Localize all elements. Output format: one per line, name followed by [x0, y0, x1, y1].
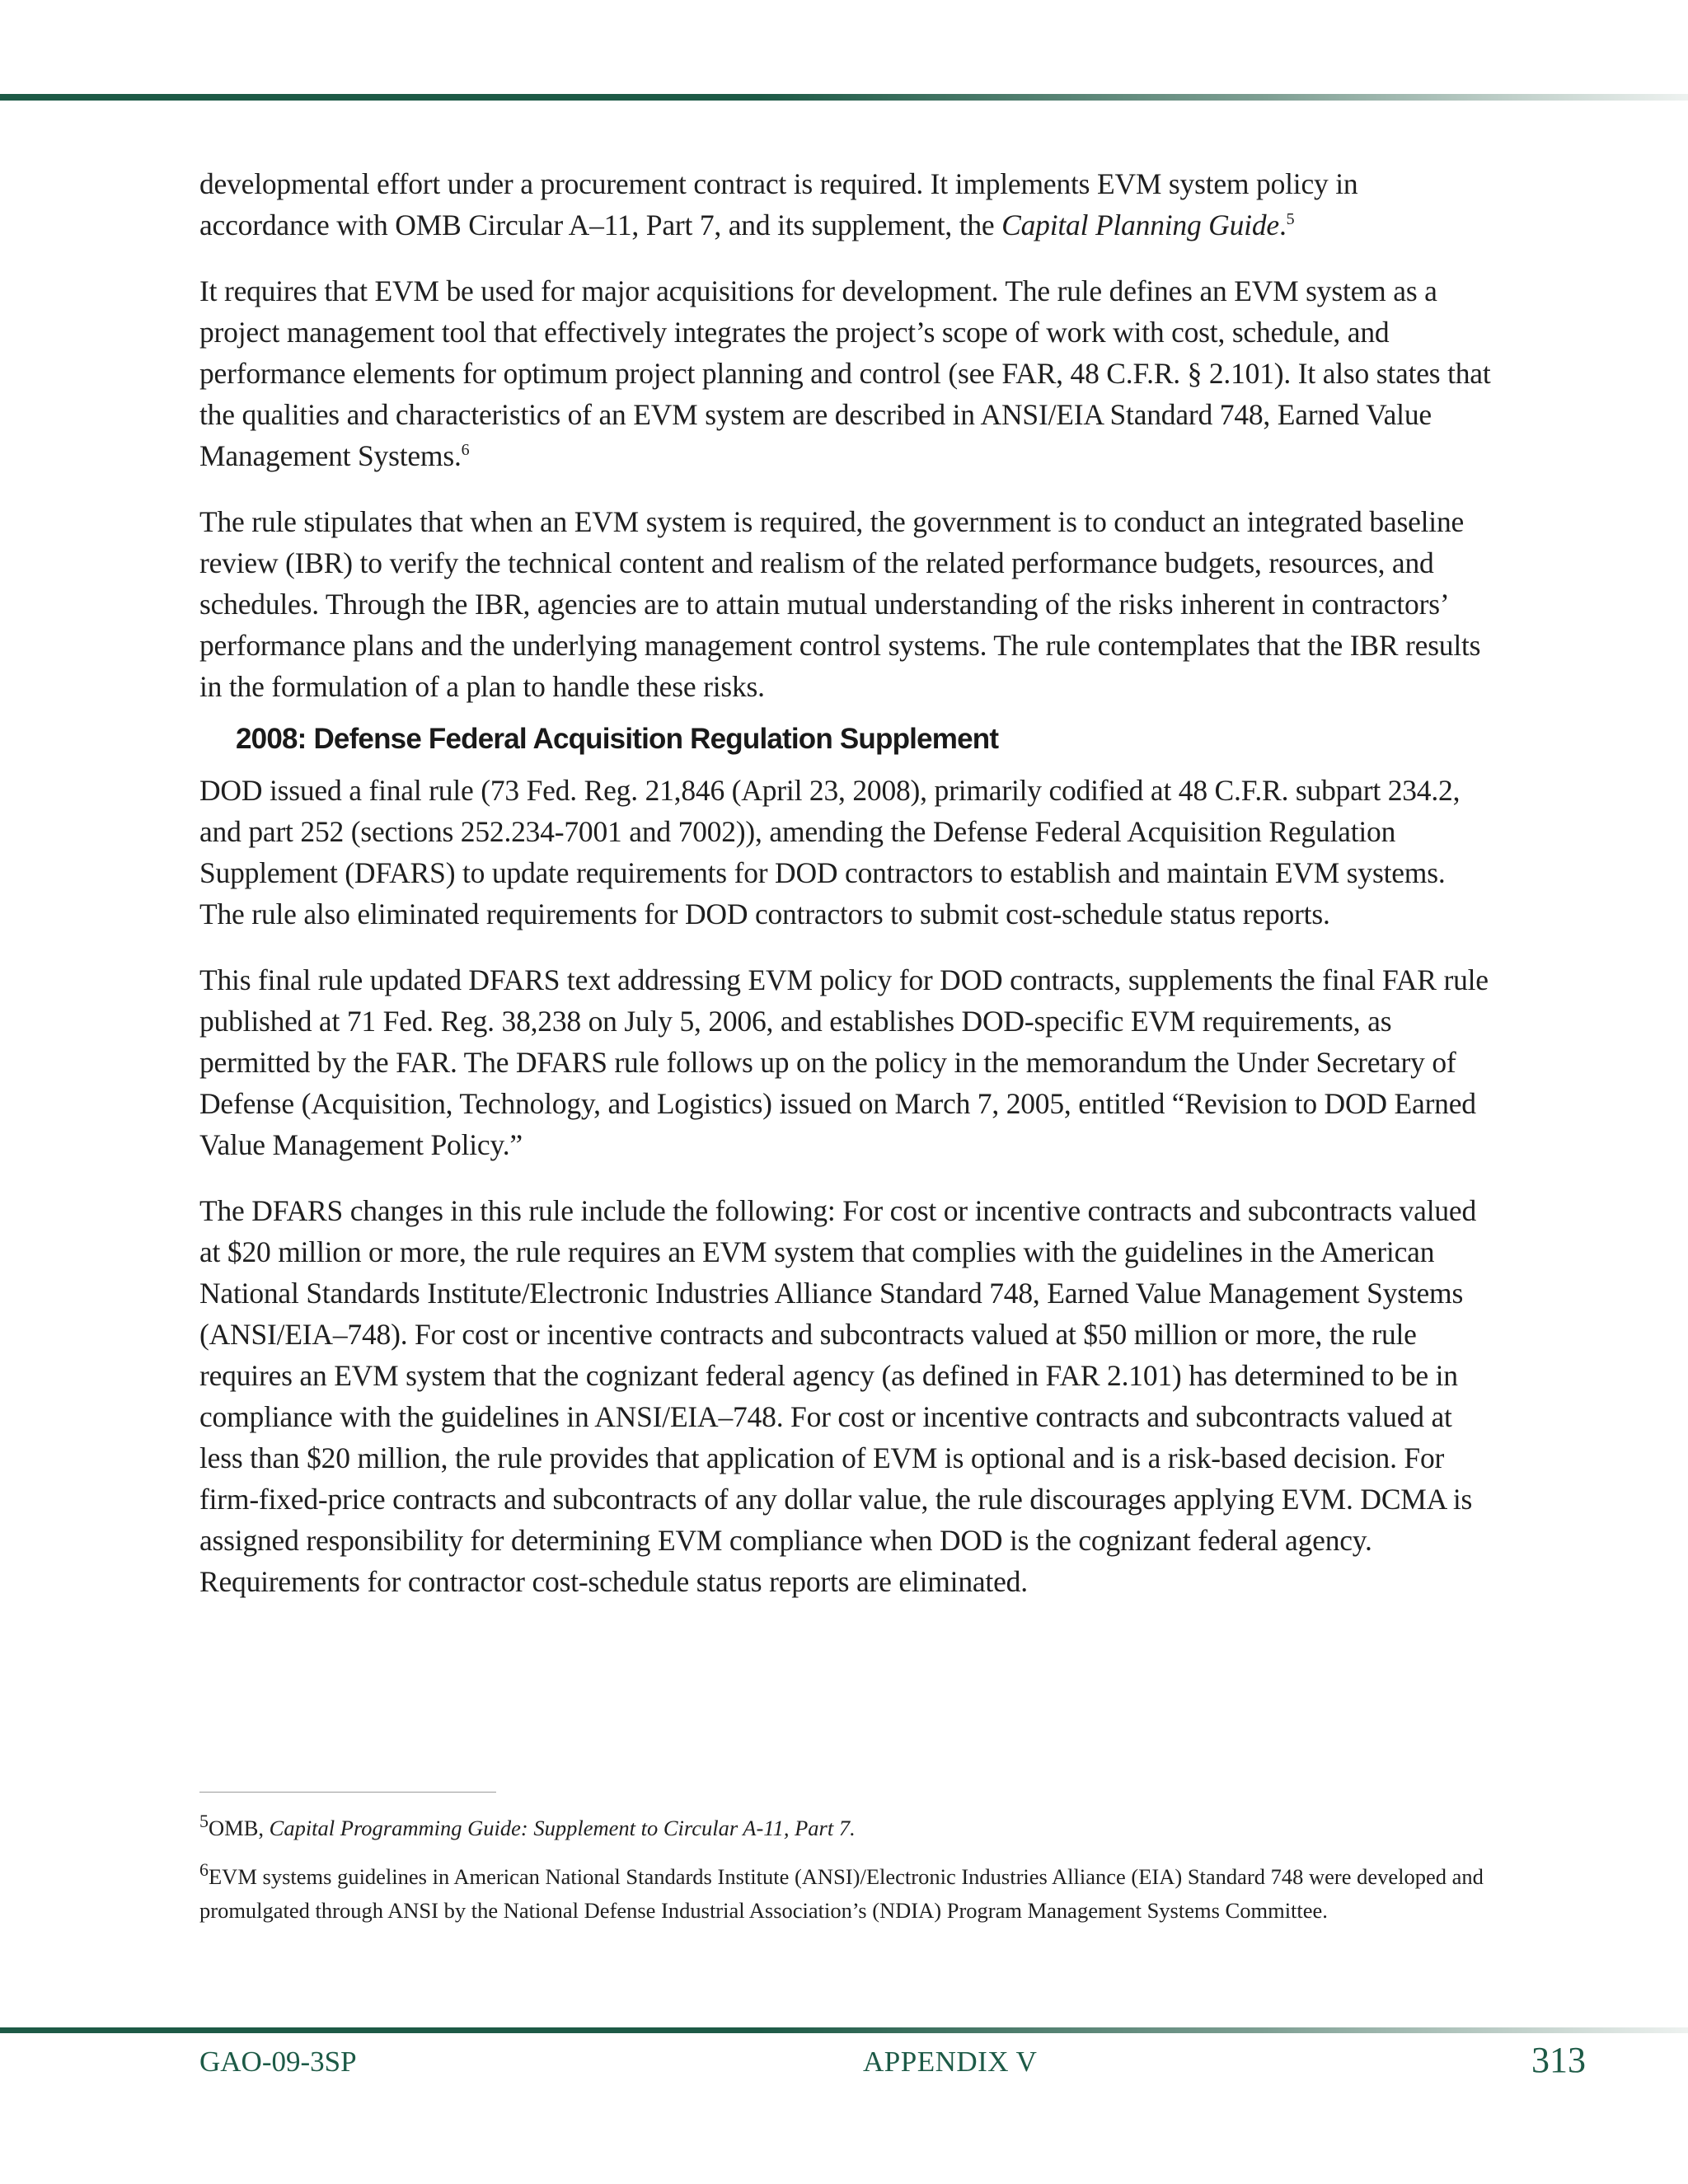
- footnote-separator: [199, 1792, 496, 1793]
- paragraph-2: [199, 270, 1493, 476]
- paragraph-1-period: .: [1278, 209, 1287, 241]
- footer-rule: [0, 2027, 1688, 2033]
- footnote-6-text: EVM systems guidelines in American National Standards Institute (ANSI)/Electronic Industries Alliance (EIA) Standard 748 were developed and promulgated through ANSI by the National Defense Industrial Association’s (NDIA) Program Management Systems Committee.: [199, 1864, 1484, 1923]
- footnotes: [199, 1811, 1502, 1943]
- paragraph-2-text: It requires that EVM be used for major acquisitions for development. The rule defines an EVM system as a project management tool that effectively integrates the project’s scope of work with cost, schedule, and performance elements for optimum project planning and control (see FAR, 48 C.F.R. § 2.101). It also states that the qualities and characteristics of an EVM system are described in ANSI/EIA Standard 748, Earned Value Management Systems.: [199, 274, 1491, 472]
- paragraph-3: The rule stipulates that when an EVM system is required, the government is to conduct an integrated baseline review (IBR) to verify the technical content and realism of the related performance budgets, resources, and schedules. Through the IBR, agencies are to attain mutual understanding of the risks inherent in contractors’ performance plans and the underlying management control systems. The rule contemplates that the IBR results in the formulation of a plan to handle these risks.: [199, 505, 1481, 703]
- footnote-5-title: Capital Programming Guide: Supplement to Circular A-11, Part 7.: [269, 1816, 856, 1840]
- section-label: APPENDIX V: [863, 2046, 1038, 2078]
- paragraph-1: [199, 163, 1493, 246]
- footnote-5: [199, 1811, 1502, 1845]
- report-number: GAO-09-3SP: [199, 2046, 357, 2078]
- section-heading: 2008: Defense Federal Acquisition Regulation Supplement: [236, 723, 999, 755]
- paragraph-5: This final rule updated DFARS text addressing EVM policy for DOD contracts, supplements the final FAR rule published at 71 Fed. Reg. 38,238 on July 5, 2006, and establishes DOD-specific EVM requirements, as permitted by the FAR. The DFARS rule follows up on the policy in the memorandum the Under Secretary of Defense (Acquisition, Technology, and Logistics) issued on March 7, 2005, entitled “Revision to DOD Earned Value Management Policy.”: [199, 963, 1489, 1161]
- footnote-6: [199, 1860, 1502, 1928]
- paragraph-1-text: developmental effort under a procurement contract is required. It implements EVM system policy in accordance with OMB Circular A–11, Part 7, and its supplement, the: [199, 167, 1358, 241]
- capital-planning-guide-title: Capital Planning Guide: [1001, 209, 1279, 241]
- footnote-ref-5[interactable]: 5: [1286, 210, 1295, 229]
- page-footer: [0, 2036, 1688, 2085]
- footnote-5-text: OMB,: [209, 1816, 270, 1840]
- page-number: 313: [1531, 2040, 1586, 2080]
- footnote-5-number: 5: [199, 1811, 209, 1832]
- footnote-6-number: 6: [199, 1859, 209, 1881]
- paragraph-6: The DFARS changes in this rule include the following: For cost or incentive contracts and subcontracts valued at $20 million or more, the rule requires an EVM system that complies with the guidelines in the American National Standards Institute/Electronic Industries Alliance Standard 748, Earned Value Management Systems (ANSI/EIA–748). For cost or incentive contracts and subcontracts valued at $50 million or more, the rule requires an EVM system that the cognizant federal agency (as defined in FAR 2.101) has determined to be in compliance with the guidelines in ANSI/EIA–748. For cost or incentive contracts and subcontracts valued at less than $20 million, the rule provides that application of EVM is optional and is a risk-based decision. For firm-fixed-price contracts and subcontracts of any dollar value, the rule discourages applying EVM. DCMA is assigned responsibility for determining EVM compliance when DOD is the cognizant federal agency. Requirements for contractor cost-schedule status reports are eliminated.: [199, 1194, 1477, 1598]
- footnote-ref-6[interactable]: 6: [461, 441, 470, 460]
- header-rule: [0, 94, 1688, 101]
- body-text: [199, 163, 1493, 1627]
- paragraph-4: DOD issued a final rule (73 Fed. Reg. 21,846 (April 23, 2008), primarily codified at 48 C.F.R. subpart 234.2, and part 252 (sections 252.234-7001 and 7002)), amending the Defense Federal Acquisition Regulation Supplement (DFARS) to update requirements for DOD contractors to establish and maintain EVM systems. The rule also eliminated requirements for DOD contractors to submit cost-schedule status reports.: [199, 774, 1461, 930]
